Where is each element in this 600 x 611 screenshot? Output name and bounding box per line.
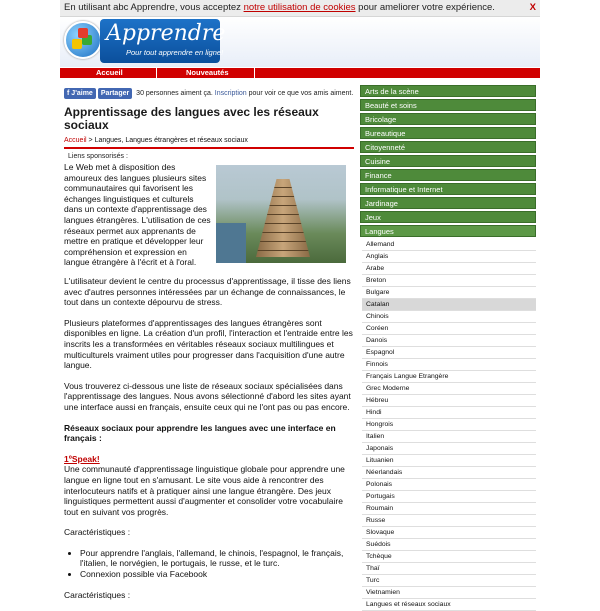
- brand-banner[interactable]: [100, 19, 226, 63]
- sidebar-category-arts[interactable]: Arts de la scène: [360, 85, 536, 97]
- intro-paragraph: Le Web met à disposition des amoureux des langues plusieurs sites communautaires qui favorisent les échanges linguistiques et culturels dans un contexte d'apprentissage des langues étrangères. L'utilisation de ces réseaux permet aux apprenants de mettre en pratique et développer leur compréhension et expression en langue étrangère à l'écrit et à l'oral.: [64, 162, 211, 268]
- cookie-close-button[interactable]: X: [529, 2, 536, 13]
- features-label-2: Caractéristiques :: [64, 589, 131, 600]
- language-item[interactable]: Italien: [362, 431, 536, 443]
- language-item[interactable]: Thaï: [362, 563, 536, 575]
- language-item[interactable]: Suédois: [362, 539, 536, 551]
- likes-count: [136, 90, 353, 97]
- language-item[interactable]: Bulgare: [362, 287, 536, 299]
- language-item[interactable]: Polonais: [362, 479, 536, 491]
- article-paragraph: L'utilisateur devient le centre du processus d'apprentissage, il tisse des liens avec d'autres personnes intéressées par un échange de connaissances, le tout dans un contexte dépourvu de stress.: [64, 276, 351, 308]
- language-item[interactable]: Slovaque: [362, 527, 536, 539]
- language-item[interactable]: Hindi: [362, 407, 536, 419]
- language-item[interactable]: Français Langue Etrangère: [362, 371, 536, 383]
- language-item[interactable]: Turc: [362, 575, 536, 587]
- language-item[interactable]: Japonais: [362, 443, 536, 455]
- site-logo-icon[interactable]: [64, 21, 102, 59]
- language-item[interactable]: Espagnol: [362, 347, 536, 359]
- language-item[interactable]: Chinois: [362, 311, 536, 323]
- sidebar-category-langues[interactable]: Langues: [360, 225, 536, 237]
- facebook-like-button[interactable]: [64, 88, 96, 99]
- image-tower-tiers: [256, 179, 310, 257]
- language-item[interactable]: Tchèque: [362, 551, 536, 563]
- sidebar-category-citoyennete[interactable]: Citoyenneté: [360, 141, 536, 153]
- language-item[interactable]: Langues et réseaux sociaux: [362, 599, 536, 611]
- site-link-1speak[interactable]: 1ºSpeak!: [64, 453, 100, 464]
- nav-separator: [254, 68, 255, 78]
- article-paragraph: Plusieurs plateformes d'apprentissages des langues étrangères sont disponibles en ligne. La création d'un profil, l'interaction et l'entraide entre les inscrits les a transformées en véritables réseaux sociaux multilingues et multiculturels vraiment utiles pour progresser dans l'acquisition d'une autre langue.: [64, 317, 353, 371]
- facebook-icon: f: [67, 90, 70, 97]
- sidebar-category-jardinage[interactable]: Jardinage: [360, 197, 536, 209]
- language-list: [360, 239, 536, 611]
- breadcrumb-home-link[interactable]: Accueil: [64, 137, 87, 144]
- language-item[interactable]: Roumain: [362, 503, 536, 515]
- cookie-message: [64, 0, 495, 16]
- main-nav: [60, 68, 540, 78]
- sidebar-category-cuisine[interactable]: Cuisine: [360, 155, 536, 167]
- language-item[interactable]: Hongrois: [362, 419, 536, 431]
- breadcrumb: [64, 136, 354, 149]
- signup-link[interactable]: Inscription: [214, 90, 247, 97]
- image-sea: [216, 223, 246, 263]
- tower-of-babel-image: [216, 165, 346, 263]
- article-body: [64, 276, 356, 610]
- sidebar-category-informatique[interactable]: Informatique et Internet: [360, 183, 536, 195]
- sidebar-category-beaute[interactable]: Beauté et soins: [360, 99, 536, 111]
- language-item[interactable]: Danois: [362, 335, 536, 347]
- site-description: Une communauté d'apprentissage linguistique globale pour apprendre une langue en ligne tout en s'amusant. Le site vous aide à rencontrer des interlocuteurs natifs et à pratiquer ainsi une langue étrangère. Des jeux linguistiques permettent aussi d'augmenter et consolider votre vocabulaire tout en suivant vos progrès.: [64, 464, 345, 517]
- nav-nouveautes[interactable]: Nouveautés: [186, 68, 229, 77]
- language-item[interactable]: Breton: [362, 275, 536, 287]
- language-item[interactable]: Anglais: [362, 251, 536, 263]
- language-item[interactable]: Néerlandais: [362, 467, 536, 479]
- site-entry: [64, 454, 356, 465]
- article-paragraph: Vous trouverez ci-dessous une liste de réseaux sociaux spécialisées dans l'apprentissage des langues. Nous avons sélectionné d'abord les sites ayant une interface aussi en français, ensuite ceux qui ne l'ont pas ou pas encore.: [64, 380, 351, 412]
- cookie-policy-link[interactable]: notre utilisation de cookies: [243, 2, 356, 13]
- breadcrumb-separator: >: [88, 137, 93, 144]
- logo-block-yellow: [72, 39, 82, 49]
- like-label: J'aime: [71, 90, 93, 97]
- brand-tagline: Pour tout apprendre en ligne!: [126, 48, 224, 57]
- language-item[interactable]: Vietnamien: [362, 587, 536, 599]
- sidebar-category-bureautique[interactable]: Bureautique: [360, 127, 536, 139]
- nav-accueil[interactable]: Accueil: [96, 68, 123, 77]
- cookie-text-before: En utilisant abc Apprendre, vous acceptez: [64, 2, 244, 13]
- language-item[interactable]: Lituanien: [362, 455, 536, 467]
- facebook-social-bar: [64, 88, 353, 100]
- feature-item: • Pour apprendre l'anglais, l'allemand, le chinois, l'espagnol, le français, l'italien, le norvégien, le portugais, le russe, et le turc.: [80, 548, 356, 569]
- language-item[interactable]: Finnois: [362, 359, 536, 371]
- likes-text: 30 personnes aiment ça.: [136, 90, 213, 97]
- logo-block-red: [78, 28, 88, 38]
- sidebar-category-jeux[interactable]: Jeux: [360, 211, 536, 223]
- language-item[interactable]: Russe: [362, 515, 536, 527]
- language-item[interactable]: Grec Moderne: [362, 383, 536, 395]
- sidebar-category-bricolage[interactable]: Bricolage: [360, 113, 536, 125]
- language-item-highlighted[interactable]: Catalan: [362, 299, 536, 311]
- cookie-banner: [60, 0, 540, 17]
- page-title: Apprentissage des langues avec les réseaux sociaux: [64, 105, 319, 132]
- facebook-share-button[interactable]: Partager: [98, 88, 132, 99]
- language-item[interactable]: Allemand: [362, 239, 536, 251]
- language-item[interactable]: Arabe: [362, 263, 536, 275]
- language-item[interactable]: Hébreu: [362, 395, 536, 407]
- category-sidebar: [360, 85, 536, 611]
- sponsored-label: Liens sponsorisés :: [68, 153, 128, 160]
- breadcrumb-current: Langues, Langues étrangères et réseaux sociaux: [94, 137, 248, 144]
- section-heading: Réseaux sociaux pour apprendre les langues avec une interface en français :: [64, 422, 336, 444]
- language-item[interactable]: Portugais: [362, 491, 536, 503]
- sidebar-category-finance[interactable]: Finance: [360, 169, 536, 181]
- brand-name: Apprendre: [106, 21, 226, 46]
- features-list: [64, 548, 356, 580]
- likes-suffix: pour voir ce que vos amis aiment.: [246, 90, 354, 97]
- site-header: [60, 17, 540, 67]
- language-item[interactable]: Coréen: [362, 323, 536, 335]
- feature-item: • Connexion possible via Facebook: [80, 569, 356, 580]
- nav-separator: [156, 68, 157, 78]
- cookie-text-after: pour ameliorer votre expérience.: [355, 2, 495, 13]
- features-label: Caractéristiques :: [64, 527, 131, 538]
